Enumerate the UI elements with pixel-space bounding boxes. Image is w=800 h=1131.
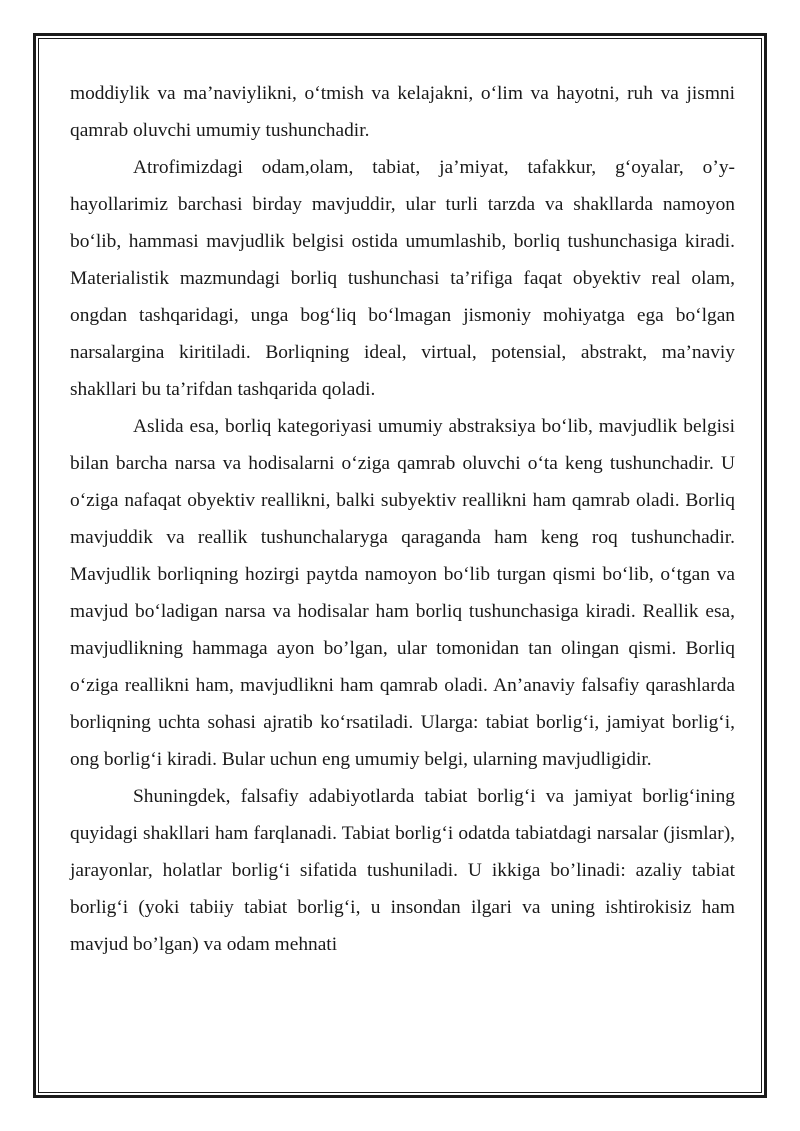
paragraph-shuningdek: Shuningdek, falsafiy adabiyotlarda tabiat borlig‘i va jamiyat borlig‘ining quyidagi shakllari ham farqlanadi. Tabiat borlig‘i odatda tabiatdagi narsalar (jismlar), jarayonlar, holatlar borlig‘i sifatida tushuniladi. U ikkiga bo’linadi: azaliy tabiat borlig‘i (yoki tabiiy tabiat borlig‘i, u insondan ilgari va uning ishtirokisiz ham mavjud bo’lgan) va odam mehnati <box>70 786 735 955</box>
paragraph-atrofimizdagi: Atrofimizdagi odam,olam, tabiat, ja’miyat, tafakkur, g‘oyalar, o’y-hayollarimiz barchasi birday mavjuddir, ular turli tarzda va shakllarda namoyon bo‘lib, hammasi mavjudlik belgisi ostida umumlashib, borliq tushunchasiga kiradi. Materialistik mazmundagi borliq tushunchasi ta’rifiga faqat obyektiv real olam, ongdan tashqaridagi, unga bog‘liq bo‘lmagan jismoniy mohiyatga ega bo‘lgan narsalargina kiritiladi. Borliqning ideal, virtual, potensial, abstrakt, ma’naviy shakllari bu ta’rifdan tashqarida qoladi. <box>70 157 735 400</box>
document-body <box>70 75 735 963</box>
paragraph-continuation: moddiylik va ma’naviylikni, o‘tmish va kelajakni, o‘lim va hayotni, ruh va jismni qamrab oluvchi umumiy tushunchadir. <box>70 83 735 141</box>
page-border <box>33 33 767 1098</box>
paragraph-aslida-esa: Aslida esa, borliq kategoriyasi umumiy abstraksiya bo‘lib, mavjudlik belgisi bilan barcha narsa va hodisalarni o‘ziga qamrab oluvchi o‘ta keng tushunchadir. U o‘ziga nafaqat obyektiv reallikni, balki subyektiv reallikni ham qamrab oladi. Borliq mavjuddik va reallik tushunchalaryga qaraganda ham keng roq tushunchadir. Mavjudlik borliqning hozirgi paytda namoyon bo‘lib turgan qismi bo‘lib, o‘tgan va mavjud bo‘ladigan narsa va hodisalar ham borliq tushunchasiga kiradi. Reallik esa, mavjudlikning hammaga ayon bo’lgan, ular tomonidan tan olingan qismi. Borliq o‘ziga reallikni ham, mavjudlikni ham qamrab oladi. An’anaviy falsafiy qarashlarda borliqning uchta sohasi ajratib ko‘rsatiladi. Ularga: tabiat borlig‘i, jamiyat borlig‘i, ong borlig‘i kiradi. Bular uchun eng umumiy belgi, ularning mavjudligidir. <box>70 416 735 770</box>
